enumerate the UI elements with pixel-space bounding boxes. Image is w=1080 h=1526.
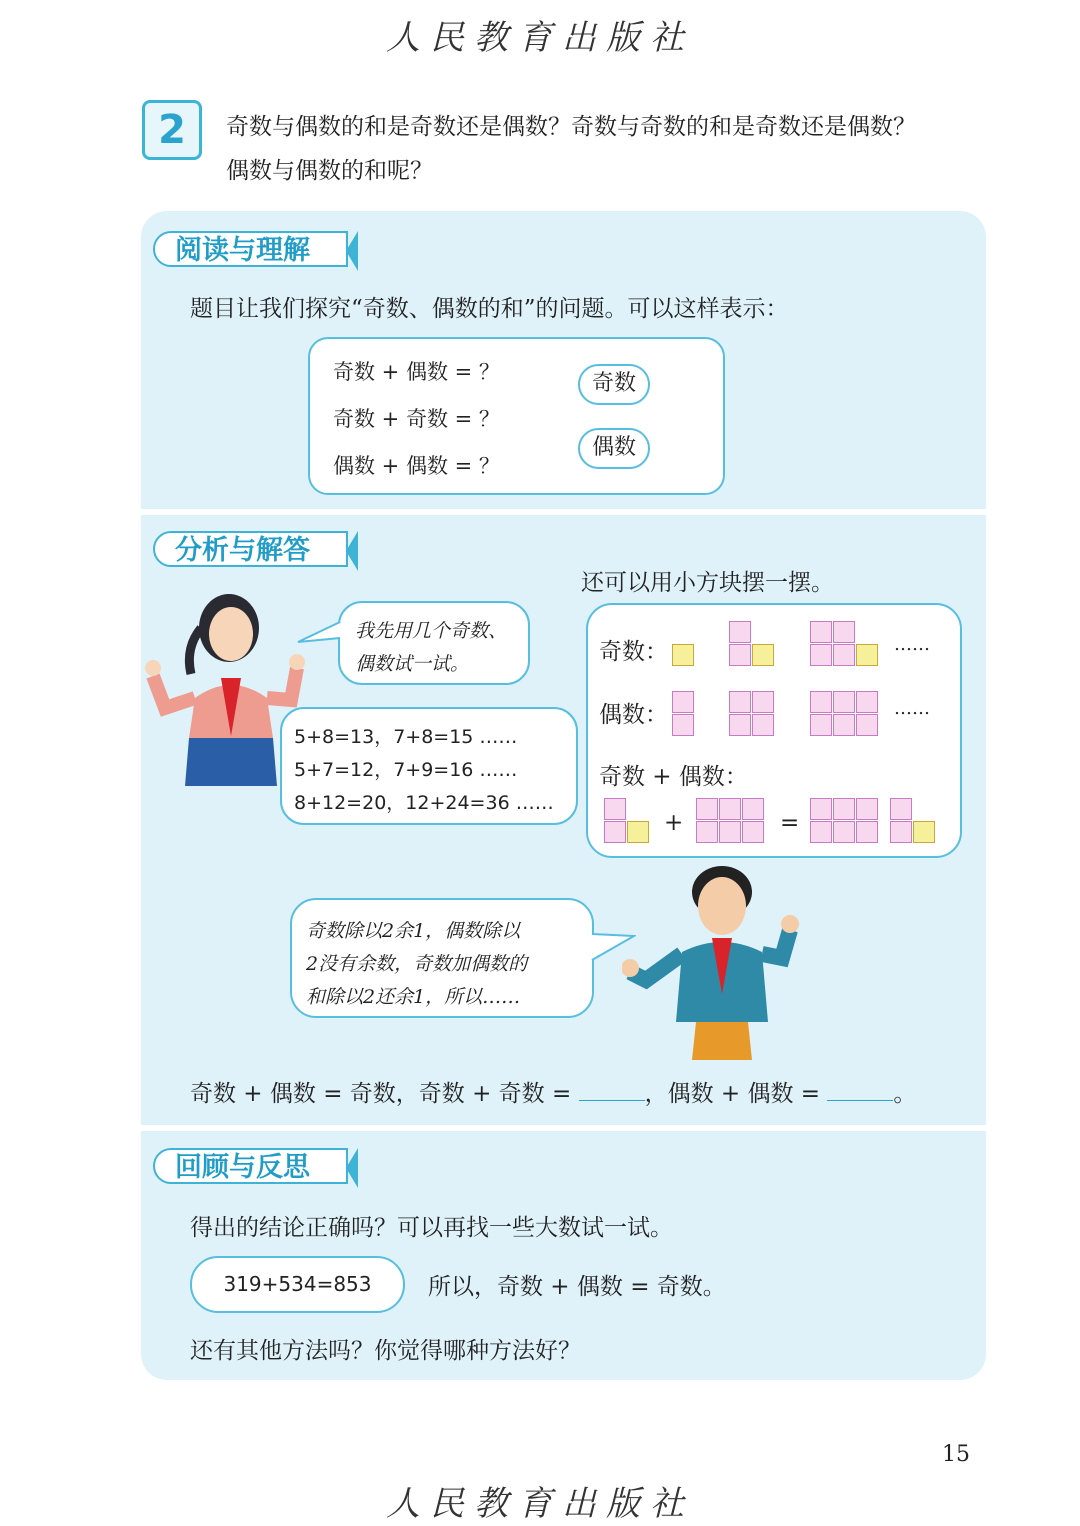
bubble-tail [296,620,342,646]
read-intro: 题目让我们探究“奇数、偶数的和”的问题。可以这样表示： [190,296,789,322]
block-square [833,798,855,820]
calc-line: 5+7=12，7+9=16 …… [294,759,518,781]
plus-sign: + [664,810,684,836]
question-line-2: 偶数与偶数的和呢？ [226,158,433,184]
block-square [604,821,626,843]
review-question: 得出的结论正确吗？可以再找一些大数试一试。 [190,1215,673,1241]
block-square [810,714,832,736]
block-square [810,644,832,666]
block-square [856,798,878,820]
page-number: 15 [942,1442,970,1467]
even-ellipsis: …… [894,698,930,719]
block-square [810,798,832,820]
read-section-tag: 阅读与理解 [153,231,348,267]
example-result: 所以，奇数 + 偶数 = 奇数。 [428,1274,726,1300]
block-square [856,691,878,713]
block-square [856,821,878,843]
girl-bubble-line: 偶数试一试。 [355,653,470,675]
even-label: 偶数： [599,702,668,728]
block-square [890,798,912,820]
even-oval: 偶数 [578,428,650,469]
analysis-section-tag: 分析与解答 [153,531,348,567]
block-square [672,691,694,713]
block-square [729,644,751,666]
odd-label: 奇数： [599,639,668,665]
block-square [627,821,649,843]
block-square [752,714,774,736]
conclusion-part: 奇数 + 偶数 = 奇数，奇数 + 奇数 = [190,1081,579,1107]
block-square [729,621,751,643]
block-square [833,644,855,666]
equation-line: 奇数 + 偶数 = ？ [333,360,500,384]
block-square [810,691,832,713]
problem-number: 2 [142,100,202,160]
conclusion-part: ，偶数 + 偶数 = [644,1081,828,1107]
equals-sign: = [780,810,800,836]
block-square [913,821,935,843]
example-oval: 319+534=853 [190,1256,405,1313]
review-section-tag: 回顾与反思 [153,1148,348,1184]
odd-oval: 奇数 [578,364,650,405]
blocks-intro: 还可以用小方块摆一摆。 [581,570,834,596]
boy-bubble-line: 2没有余数，奇数加偶数的 [306,953,528,975]
equation-line: 偶数 + 偶数 = ？ [333,454,500,478]
block-square [742,821,764,843]
block-square [833,714,855,736]
conclusion-part: 。 [893,1081,917,1107]
publisher-watermark-bottom: 人民教育出版社 [386,1484,694,1524]
boy-illustration [622,862,802,1062]
boy-bubble-line: 奇数除以2余1，偶数除以 [306,920,521,942]
block-square [742,798,764,820]
block-square [833,821,855,843]
block-square [833,621,855,643]
publisher-watermark-top: 人民教育出版社 [386,18,694,58]
block-square [729,691,751,713]
block-square [856,714,878,736]
block-square [672,714,694,736]
final-question: 还有其他方法吗？你觉得哪种方法好？ [190,1338,581,1364]
answer-blank-even-even[interactable] [827,1100,893,1101]
sum-label: 奇数 + 偶数： [599,764,748,790]
calc-line: 5+8=13，7+8=15 …… [294,726,518,748]
question-line-1: 奇数与偶数的和是奇数还是偶数？奇数与奇数的和是奇数还是偶数？ [226,114,916,140]
girl-bubble-line: 我先用几个奇数、 [355,620,508,642]
answer-blank-odd-odd[interactable] [579,1100,645,1101]
odd-ellipsis: …… [894,634,930,655]
block-square [604,798,626,820]
block-square [719,821,741,843]
calc-line: 8+12=20，12+24=36 …… [294,792,554,814]
block-square [672,644,694,666]
conclusion-line [190,1075,916,1108]
block-square [729,714,751,736]
equation-line: 奇数 + 奇数 = ？ [333,407,500,431]
block-square [752,691,774,713]
block-square [810,821,832,843]
block-square [696,821,718,843]
block-square [696,798,718,820]
block-square [719,798,741,820]
block-square [890,821,912,843]
block-square [856,644,878,666]
block-square [833,691,855,713]
block-square [810,621,832,643]
boy-bubble-line: 和除以2还余1，所以…… [306,986,521,1008]
block-square [752,644,774,666]
